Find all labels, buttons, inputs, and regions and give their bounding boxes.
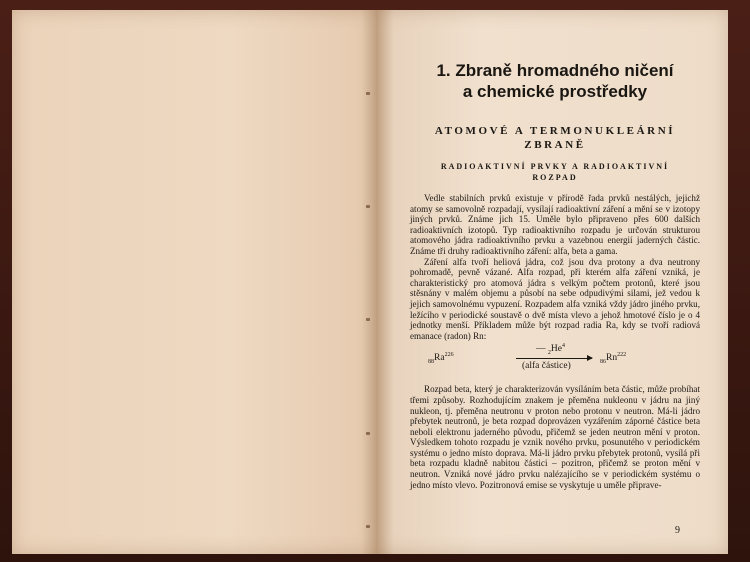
section-title bbox=[410, 124, 700, 152]
chapter-title-line-1: 1. Zbraně hromadného ničení bbox=[436, 61, 674, 80]
paragraph-beta-decay: Rozpad beta, který je charakterizován vysíláním beta částic, může probíhat třemi způsoby. Rozhodujícím znakem je přeměna nukleonu v jádru na jiný nukleon, tj. přeměna neutronu v proton nebo protonu v neutron. Má-li jádro přebytek neutronů, je beta rozpad doprovázen vyzářením záporné částice beta neboli elektronu jaderného původu, přičemž se jeden neutron mění v proton. Výsledkem tohoto rozpadu je vznik nového prvku, posunutého v periodickém systému o jedno místo doprava. Má-li jádro prvku přebytek protonů, vysílá při beta rozpadu kladně nabitou částici – pozitron, přičemž se proton mění v neutron. Vzniká nové jádro prvku nalézajícího se v periodickém systému o jedno místo vlevo. Pozitronová emise se vyskytuje u uměle připrave- bbox=[410, 384, 700, 490]
section-title-line-1: ATOMOVÉ A TERMONUKLEÁRNÍ bbox=[434, 125, 676, 137]
binding-stitch bbox=[366, 318, 370, 321]
reaction-arrow-icon bbox=[516, 358, 592, 359]
section-title-line-2: ZBRANĚ bbox=[524, 139, 586, 151]
paragraph-alpha-decay: Záření alfa tvoří heliová jádra, což jsou dva protony a dva neutrony pohromadě, pevně vázané. Alfa rozpad, při kterém alfa záření vzniká, je charakteristický pro atomová jádra s velkým počtem protonů, které jsou stěsnány v malém objemu a působí na sebe odpudivými silami, jež vedou k jejich samovolnému vypuzení. Rozpadem alfa vzniká vždy jádro jiného prvku, ležícího v periodické soustavě o dvě místa vlevo a jehož hmotové číslo je o 4 jednotky menší. Příkladem může být rozpad radia Ra, kdy se tvoří radiová emanace (radon) Rn: bbox=[410, 256, 700, 341]
binding-stitch bbox=[366, 92, 370, 95]
subsection-title-line-2: ROZPAD bbox=[532, 173, 578, 182]
chapter-title-line-2: a chemické prostředky bbox=[462, 82, 648, 101]
right-page bbox=[376, 10, 728, 554]
page-number: 9 bbox=[675, 525, 680, 536]
paragraph-radioactive-elements: Vedle stabilních prvků existuje v přírodě řada prvků nestálých, jejichž atomy se samovolně rozpadají, vysílají radioaktivní záření a mění se v izotopy jiných prvků. Známe jich 15. Uměle bylo připraveno přes 600 dalších radioaktivních izotopů. Typ radioaktivního rozpadu je určován strukturou atomového jádra radioaktivního prvku a vazebnou energií jaderných částic. Známe tři druhy radioaktivního záření: alfa, beta a gama. bbox=[410, 193, 700, 256]
equation-reactant: $_{88}Ra^{226}$ bbox=[428, 352, 454, 366]
subsection-title-line-1: RADIOAKTIVNÍ PRVKY A RADIOAKTIVNÍ bbox=[440, 162, 670, 171]
left-page-blank bbox=[12, 10, 376, 554]
decay-equation bbox=[410, 344, 700, 374]
binding-stitch bbox=[366, 432, 370, 435]
chapter-title bbox=[410, 60, 700, 102]
binding-stitch bbox=[366, 525, 370, 528]
equation-alpha-particle: — $_2He^4$ bbox=[536, 343, 565, 357]
equation-product: $_{86}Rn^{222}$ bbox=[600, 352, 627, 366]
subsection-title bbox=[410, 161, 700, 183]
page-content bbox=[410, 60, 700, 490]
equation-alpha-label: (alfa částice) bbox=[522, 361, 571, 372]
binding-stitch bbox=[366, 205, 370, 208]
